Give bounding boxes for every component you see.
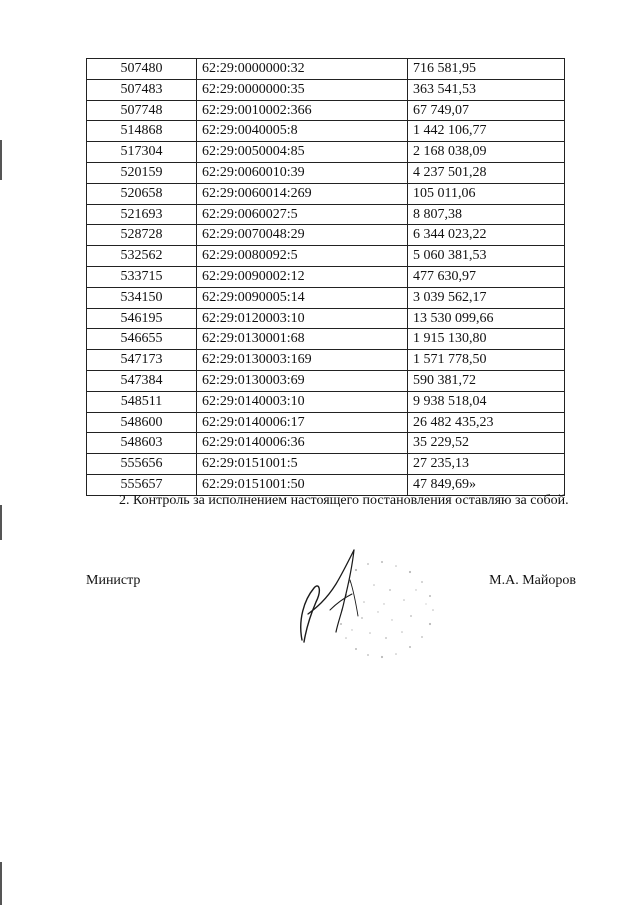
parcel-number-cell: 520159 [87, 162, 197, 183]
table-row [87, 454, 565, 475]
table-row [87, 246, 565, 267]
cadastral-value-cell: 363 541,53 [408, 79, 565, 100]
parcel-number-cell: 547384 [87, 370, 197, 391]
table-row [87, 287, 565, 308]
signoff-name: М.А. Майоров [489, 573, 576, 588]
table-row [87, 308, 565, 329]
cadastral-value-cell: 13 530 099,66 [408, 308, 565, 329]
cadastral-number-cell: 62:29:0000000:32 [197, 59, 408, 80]
cadastral-value-cell: 1 915 130,80 [408, 329, 565, 350]
table-row [87, 225, 565, 246]
cadastral-value-cell: 3 039 562,17 [408, 287, 565, 308]
cadastral-number-cell: 62:29:0070048:29 [197, 225, 408, 246]
cadastral-number-cell: 62:29:0040005:8 [197, 121, 408, 142]
cadastral-number-cell: 62:29:0140006:17 [197, 412, 408, 433]
parcel-number-cell: 555657 [87, 474, 197, 495]
cadastral-value-cell: 47 849,69» [408, 474, 565, 495]
parcel-number-cell: 548603 [87, 433, 197, 454]
signature-image [286, 540, 456, 670]
control-paragraph: 2. Контроль за исполнением настоящего постановления оставляю за собой. [119, 493, 569, 508]
cadastral-value-cell: 5 060 381,53 [408, 246, 565, 267]
parcel-number-cell: 547173 [87, 350, 197, 371]
cadastral-number-cell: 62:29:0130001:68 [197, 329, 408, 350]
cadastral-number-cell: 62:29:0090005:14 [197, 287, 408, 308]
cadastral-value-cell: 8 807,38 [408, 204, 565, 225]
cadastral-number-cell: 62:29:0090002:12 [197, 266, 408, 287]
cadastral-value-cell: 6 344 023,22 [408, 225, 565, 246]
parcel-number-cell: 546655 [87, 329, 197, 350]
parcel-number-cell: 555656 [87, 454, 197, 475]
table-row [87, 142, 565, 163]
cadastral-number-cell: 62:29:0140006:36 [197, 433, 408, 454]
cadastral-value-cell: 105 011,06 [408, 183, 565, 204]
parcel-number-cell: 548600 [87, 412, 197, 433]
cadastral-value-cell: 27 235,13 [408, 454, 565, 475]
table-row [87, 183, 565, 204]
table-row [87, 59, 565, 80]
parcel-number-cell: 521693 [87, 204, 197, 225]
cadastral-value-cell: 4 237 501,28 [408, 162, 565, 183]
cadastral-value-cell: 1 442 106,77 [408, 121, 565, 142]
parcel-number-cell: 507480 [87, 59, 197, 80]
cadastral-number-cell: 62:29:0060014:269 [197, 183, 408, 204]
cadastral-value-cell: 477 630,97 [408, 266, 565, 287]
table-row [87, 350, 565, 371]
cadastral-number-cell: 62:29:0151001:5 [197, 454, 408, 475]
table-row [87, 266, 565, 287]
signature-stroke [301, 550, 358, 642]
parcel-number-cell: 520658 [87, 183, 197, 204]
cadastral-value-cell: 590 381,72 [408, 370, 565, 391]
cadastral-value-cell: 1 571 778,50 [408, 350, 565, 371]
table-row [87, 391, 565, 412]
parcel-number-cell: 507748 [87, 100, 197, 121]
table-row [87, 412, 565, 433]
seal-stamp [340, 561, 434, 658]
table-row [87, 162, 565, 183]
cadastral-number-cell: 62:29:0010002:366 [197, 100, 408, 121]
cadastral-number-cell: 62:29:0130003:69 [197, 370, 408, 391]
cadastral-number-cell: 62:29:0130003:169 [197, 350, 408, 371]
cadastral-value-table [86, 58, 565, 496]
cadastral-value-cell: 2 168 038,09 [408, 142, 565, 163]
table-row [87, 100, 565, 121]
parcel-number-cell: 548511 [87, 391, 197, 412]
scan-edge-mark [0, 862, 2, 905]
table-body [87, 59, 565, 496]
parcel-number-cell: 534150 [87, 287, 197, 308]
cadastral-number-cell: 62:29:0060027:5 [197, 204, 408, 225]
cadastral-number-cell: 62:29:0151001:50 [197, 474, 408, 495]
parcel-number-cell: 514868 [87, 121, 197, 142]
parcel-number-cell: 528728 [87, 225, 197, 246]
parcel-number-cell: 517304 [87, 142, 197, 163]
parcel-number-cell: 532562 [87, 246, 197, 267]
scan-edge-mark [0, 505, 2, 540]
cadastral-value-cell: 716 581,95 [408, 59, 565, 80]
cadastral-value-cell: 67 749,07 [408, 100, 565, 121]
parcel-number-cell: 507483 [87, 79, 197, 100]
scan-edge-mark [0, 140, 2, 180]
cadastral-value-cell: 26 482 435,23 [408, 412, 565, 433]
table-row [87, 370, 565, 391]
cadastral-number-cell: 62:29:0000000:35 [197, 79, 408, 100]
cadastral-number-cell: 62:29:0140003:10 [197, 391, 408, 412]
cadastral-value-cell: 9 938 518,04 [408, 391, 565, 412]
parcel-number-cell: 533715 [87, 266, 197, 287]
cadastral-number-cell: 62:29:0060010:39 [197, 162, 408, 183]
cadastral-number-cell: 62:29:0120003:10 [197, 308, 408, 329]
table-row [87, 121, 565, 142]
cadastral-value-cell: 35 229,52 [408, 433, 565, 454]
signoff-position: Министр [86, 573, 141, 588]
table-row [87, 79, 565, 100]
table-row [87, 329, 565, 350]
parcel-number-cell: 546195 [87, 308, 197, 329]
table-row [87, 204, 565, 225]
cadastral-number-cell: 62:29:0080092:5 [197, 246, 408, 267]
table-row [87, 433, 565, 454]
cadastral-number-cell: 62:29:0050004:85 [197, 142, 408, 163]
